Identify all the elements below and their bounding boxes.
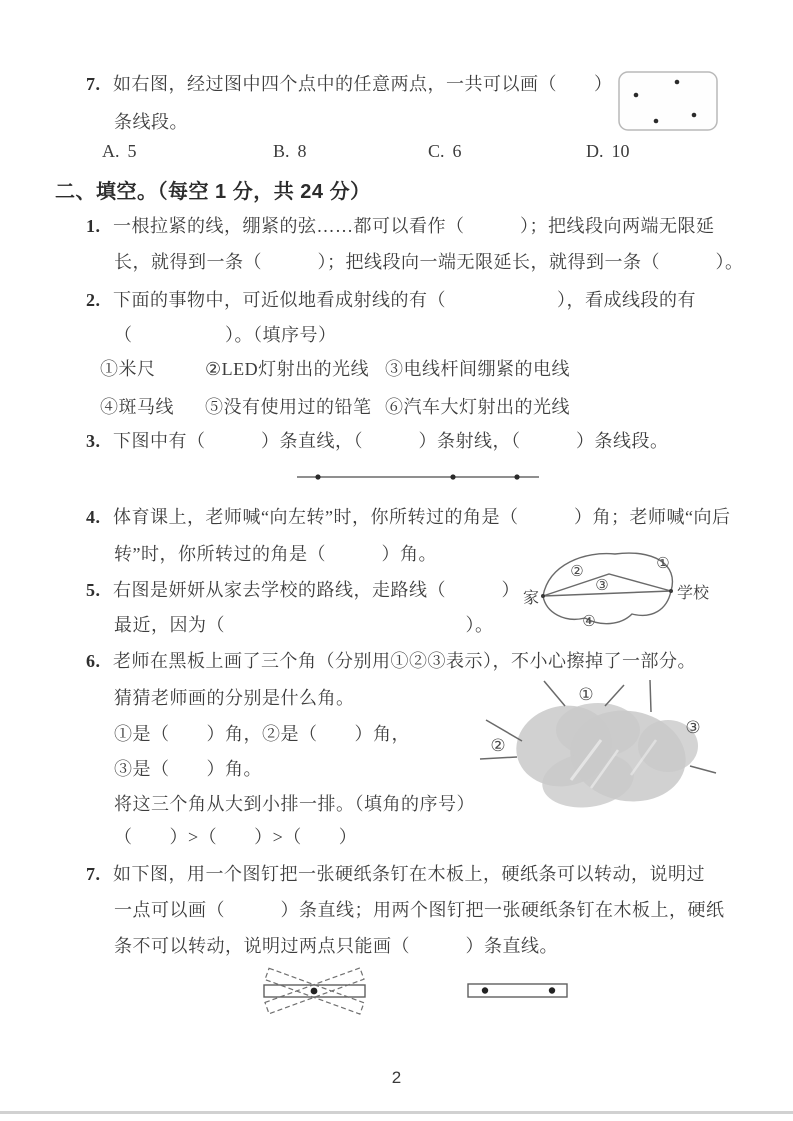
route-label-3: ③ — [595, 578, 609, 594]
fill-q7-line2: 一点可以画（ ）条直线；用两个图钉把一张硬纸条钉在木板上，硬纸 — [114, 900, 725, 920]
angle-label-1: ① — [578, 685, 594, 704]
angle-label-2: ② — [490, 736, 506, 755]
fill-q5-line1: 5. 右图是妍妍从家去学校的路线，走路线（ ） — [86, 580, 520, 600]
two-pin-strip-diagram — [452, 973, 580, 1007]
home-label: 家 — [522, 590, 539, 607]
page-number: 2 — [391, 1068, 402, 1087]
pin-dot-left — [482, 987, 488, 993]
scan-page-edge — [0, 1111, 793, 1114]
chalk-smudge — [509, 697, 701, 813]
erased-angles-diagram — [466, 670, 758, 822]
fill-q3-line1: 3. 下图中有（ ）条直线，（ ）条射线，（ ）条线段。 — [86, 431, 669, 451]
route-label-4: ④ — [582, 614, 596, 630]
fill-q2-option-1: ①米尺 — [100, 359, 156, 379]
route-label-2: ② — [570, 564, 584, 580]
fill-q6-line5: 将这三个角从大到小排一排。（填角的序号） — [114, 794, 475, 814]
route-label-1: ① — [656, 556, 670, 572]
fill-q2-line2: （ ）。（填序号） — [114, 325, 337, 345]
angle3-arm-top — [650, 680, 651, 712]
angle3-arm-bottom — [690, 766, 716, 773]
option-b: B. 8 — [273, 141, 307, 161]
line-with-three-points-diagram — [293, 468, 543, 486]
fill-q6-line2: 猜猜老师画的分别是什么角。 — [114, 688, 355, 708]
fill-q1-line1: 1. 一根拉紧的线，绷紧的弦……都可以看作（ ）；把线段向两端无限延 — [86, 216, 715, 236]
fill-q4-line2: 转”时，你所转过的角是（ ）角。 — [114, 544, 437, 564]
choice-q7-line2: 条线段。 — [114, 112, 188, 132]
home-school-route-diagram — [522, 546, 793, 640]
section-title: 二、填空。（每空 1 分，共 24 分） — [55, 181, 371, 203]
angle1-arm-left — [544, 681, 565, 706]
fill-q7-line3: 条不可以转动，说明过两点只能画（ ）条直线。 — [114, 936, 558, 956]
choice-q7-line1 — [86, 73, 613, 95]
question-number: 7. — [86, 74, 101, 94]
question-text: 如右图，经过图中四个点中的任意两点，一共可以画（ ） — [113, 74, 613, 94]
angle-label-3: ③ — [685, 718, 701, 737]
fill-q2-option-6: ⑥汽车大灯射出的光线 — [385, 397, 570, 417]
fill-q2-option-2: ②LED灯射出的光线 — [205, 359, 370, 379]
angle1-arm-right — [605, 685, 624, 706]
option-d: D. 10 — [586, 141, 630, 161]
rounded-box — [619, 72, 717, 130]
school-label: 学校 — [677, 585, 710, 602]
fill-q2-option-5: ⑤没有使用过的铅笔 — [205, 397, 372, 417]
fill-q7-line1: 7. 如下图，用一个图钉把一张硬纸条钉在木板上，硬纸条可以转动，说明过 — [86, 864, 705, 884]
pin-dot — [311, 988, 318, 995]
option-a: A. 5 — [102, 141, 137, 161]
angle2-arm-bottom — [480, 757, 517, 759]
fill-q4-line1: 4. 体育课上，老师喊“向左转”时，你所转过的角是（ ）角；老师喊“向后 — [86, 507, 731, 527]
fill-q6-line1: 6. 老师在黑板上画了三个角（分别用①②③表示），不小心擦掉了一部分。 — [86, 651, 696, 671]
fill-q2-option-4: ④斑马线 — [100, 397, 174, 417]
one-pin-strip-diagram — [248, 952, 426, 1044]
option-c: C. 6 — [428, 141, 462, 161]
fill-q2-option-3: ③电线杆间绷紧的电线 — [385, 359, 570, 379]
fill-q1-line2: 长，就得到一条（ ）；把线段向一端无限延长，就得到一条（ ）。 — [114, 252, 744, 272]
fill-q2-line1: 2. 下面的事物中，可近似地看成射线的有（ ），看成线段的有 — [86, 290, 696, 310]
fill-q6-line3: ①是（ ）角，②是（ ）角， — [114, 724, 410, 744]
fill-q6-line4: ③是（ ）角。 — [114, 759, 262, 779]
pin-dot-right — [549, 987, 555, 993]
fill-q6-line6: （ ）>（ ）>（ ） — [114, 827, 358, 847]
four-points-diagram — [617, 66, 721, 136]
fill-q5-line2: 最近，因为（ ）。 — [114, 615, 494, 635]
